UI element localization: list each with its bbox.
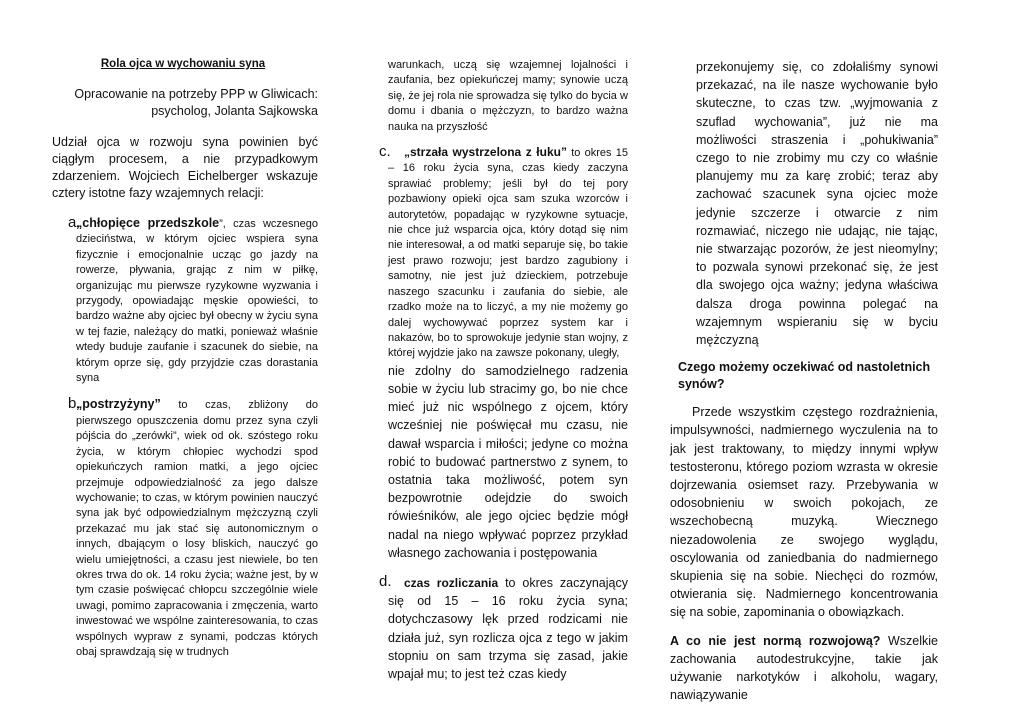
- intro-paragraph: Udział ojca w rozwoju syna powinien być ciągłym procesem, a nie przypadkowym zdarzeniem. Wojciech Eichelberger wskazuje cztery istotne fazy wzajemnych relacji:: [52, 135, 318, 200]
- term-strzala: „strzała wystrzelona z łuku”: [404, 145, 567, 160]
- list-letter-d: d.: [379, 572, 392, 590]
- list-letter-b: b.: [68, 395, 81, 413]
- attribution: [52, 86, 318, 120]
- list-item-d: [378, 574, 628, 683]
- attribution-line-1: Opracowanie na potrzeby PPP w Gliwicach:: [74, 87, 318, 101]
- list-letter-a: a.: [68, 214, 81, 231]
- question-paragraph: A co nie jest normą rozwojową? Wszelkie zachowania autodestrukcyjne, takie jak używanie narkotyków i alkoholu, wagary, nawiązywanie: [670, 633, 938, 703]
- question-heading: A co nie jest normą rozwojową?: [670, 633, 881, 648]
- column-1: [52, 58, 318, 660]
- term-postrzyzyny: „postrzyżyny”: [76, 397, 161, 412]
- list-item-c: [378, 145, 628, 562]
- column-2: [378, 58, 628, 683]
- list-item-a: [52, 216, 318, 386]
- attribution-line-2: psycholog, Jolanta Sajkowska: [151, 104, 318, 118]
- list-letter-c: c.: [379, 143, 391, 161]
- section-paragraph: Przede wszystkim częstego rozdrażnienia, impulsywności, nadmiernego wyczulenia na to jak jest traktowany, to między innymi wpływ testosteronu, którego poziom wzrasta w okresie dojrzewania osiemset razy. Przebywania w odosobnieniu w swoich pokojach, ze wszechobecną muzyką. Wiecznego niezadowolenia ze swojego wyglądu, oscylowania od zaniedbania do nadmiernego skupienia się na sobie. Niechęci do rozmów, otwierania się. Nadmiernego koncentrowania się na sobie, zapominania o obowiązkach.: [670, 405, 938, 620]
- continuation-item-b: warunkach, uczą się wzajemnej lojalności i zaufania, bez opiekuńczej mamy; synowie uczą się, że jej rola nie sprowadza się tylko do bycia w domu i dbania o mężczyzn, to bardzo ważna nauka na przyszłość: [388, 59, 628, 133]
- list-item-a-text: „chłopięce przedszkole”, czas wczesnego dzieciństwa, w którym ojciec wspiera syna fizycznie i emocjonalnie ucząc go jazdy na rowerze, pływania, grając z nim w piłkę, organizując mu pierwsze ryzykowne wyzwania i przygody, opowiadając męskie opowieści, to bardzo ważne aby ojciec był obecny w życiu syna w tej fazie, należący do matki, ponieważ właśnie wtedy buduje zaufanie i szacunek do siebie, na którym oprze się, gdy przyjdzie czas dorastania syna: [76, 216, 319, 385]
- section-heading: Czego możemy oczekiwać od nastoletnich synów?: [678, 360, 931, 392]
- list-item-b: [52, 397, 318, 660]
- list-item-c-text: „strzała wystrzelona z łuku” to okres 15 – 16 roku życia syna, czas kiedy zaczyna sprawiać problemy; jeśli był do tej pory pozbawiony opieki ojca sam szuka wzorców i autorytetów, popadając w ryzykowne sytuacje, nie chce już wsparcia ojca, który dotąd się nim nie interesował, a od matki separuje się, bo takie jest prawo rozwoju; jest bardzo zagubiony i samotny, nie jest już dzieckiem, potrzebuje naszego szacunku i zaufania do siebie, ale rzadko może na to liczyć, a my nie możemy go dalej wychowywać poprzez system kar i nakazów, bo to sprowokuje jedynie stan wojny, z której wyjdzie jako na zawsze pokonany, uległy,: [388, 145, 628, 360]
- list-item-b-text: „postrzyżyny” to czas, zbliżony do pierwszego opuszczenia domu przez syna czyli pójścia do „zerówki”, wiek od ok. szóstego roku życia, w którym chłopiec wychodzi spod opiekuńczych ramion matki, a jego ojciec przejmuje odpowiedzialność za jego dalsze wychowanie; to czas, w którym powinien nauczyć syna jak być odpowiedzialnym mężczyzną czyli przekazać mu jak stać się autonomicznym o innych, dbającym o losy bliskich, nauczyć go wielu umiejętności, a czasu jest niewiele, bo ten okres trwa do ok. 14 roku życia; ważne jest, by w tym czasie poświęcać chłopcu szczególnie wiele uwagi, pomimo zapracowania i zmęczenia, warto inwestować we wspólne zainteresowania, to czas wspólnych wypraw z synami, podczas których obaj sprawdzają się w trudnych: [76, 397, 318, 658]
- list-item-d-text: czas rozliczania to okres zaczynający się od 15 – 16 roku życia syna; dotychczasowy lęk przed rodzicami nie działa już, syn rozlicza ojca z tego w jakim stopniu on sam trzyma się zasad, jakie wpajał mu; to jest też czas kiedy: [388, 575, 628, 681]
- list-item-c-text-cont: nie zdolny do samodzielnego radzenia sobie w życiu lub stracimy go, bo nie chce mieć już nic wspólnego z ojcem, który wcześniej nie poświęcał mu czasu, nie dawał wsparcia i miłości; jedyne co można robić to budować partnerstwo z synem, to ostatnia taka możliwość, potem syn bezpowrotnie odejdzie do swoich rówieśników, ale jego ojciec będzie mógł nadal na niego wpływać poprzez przykład własnego zachowania i postępowania: [388, 363, 628, 560]
- term-chlopiece-przedszkole: „chłopięce przedszkole: [76, 216, 220, 230]
- document-title: Rola ojca w wychowaniu syna: [100, 58, 266, 70]
- term-czas-rozliczania: czas rozliczania: [404, 575, 499, 590]
- column-3: [670, 58, 938, 705]
- continuation-item-d: przekonujemy się, co zdołaliśmy synowi przekazać, na ile nasze wychowanie było skuteczne, to czas tzw. „wyjmowania z szuflad wychowania”, już nie ma możliwości straszenia i „pohukiwania” czego to nie zrobimy mu czy co właśnie planujemy mu za karę zrobić; teraz aby zachować szacunek syna ojciec może jedynie szczerze i otwarcie z nim rozmawiać, niczego nie udając, nie tając, nie stwarzając pozorów, że jest nieomylny; to pozwala synowi przekonać się, że jest dla swojego ojca ważny; jedyna właściwa dalsza droga powinna polegać na wzajemnym wspieraniu się w byciu mężczyzną: [696, 60, 938, 348]
